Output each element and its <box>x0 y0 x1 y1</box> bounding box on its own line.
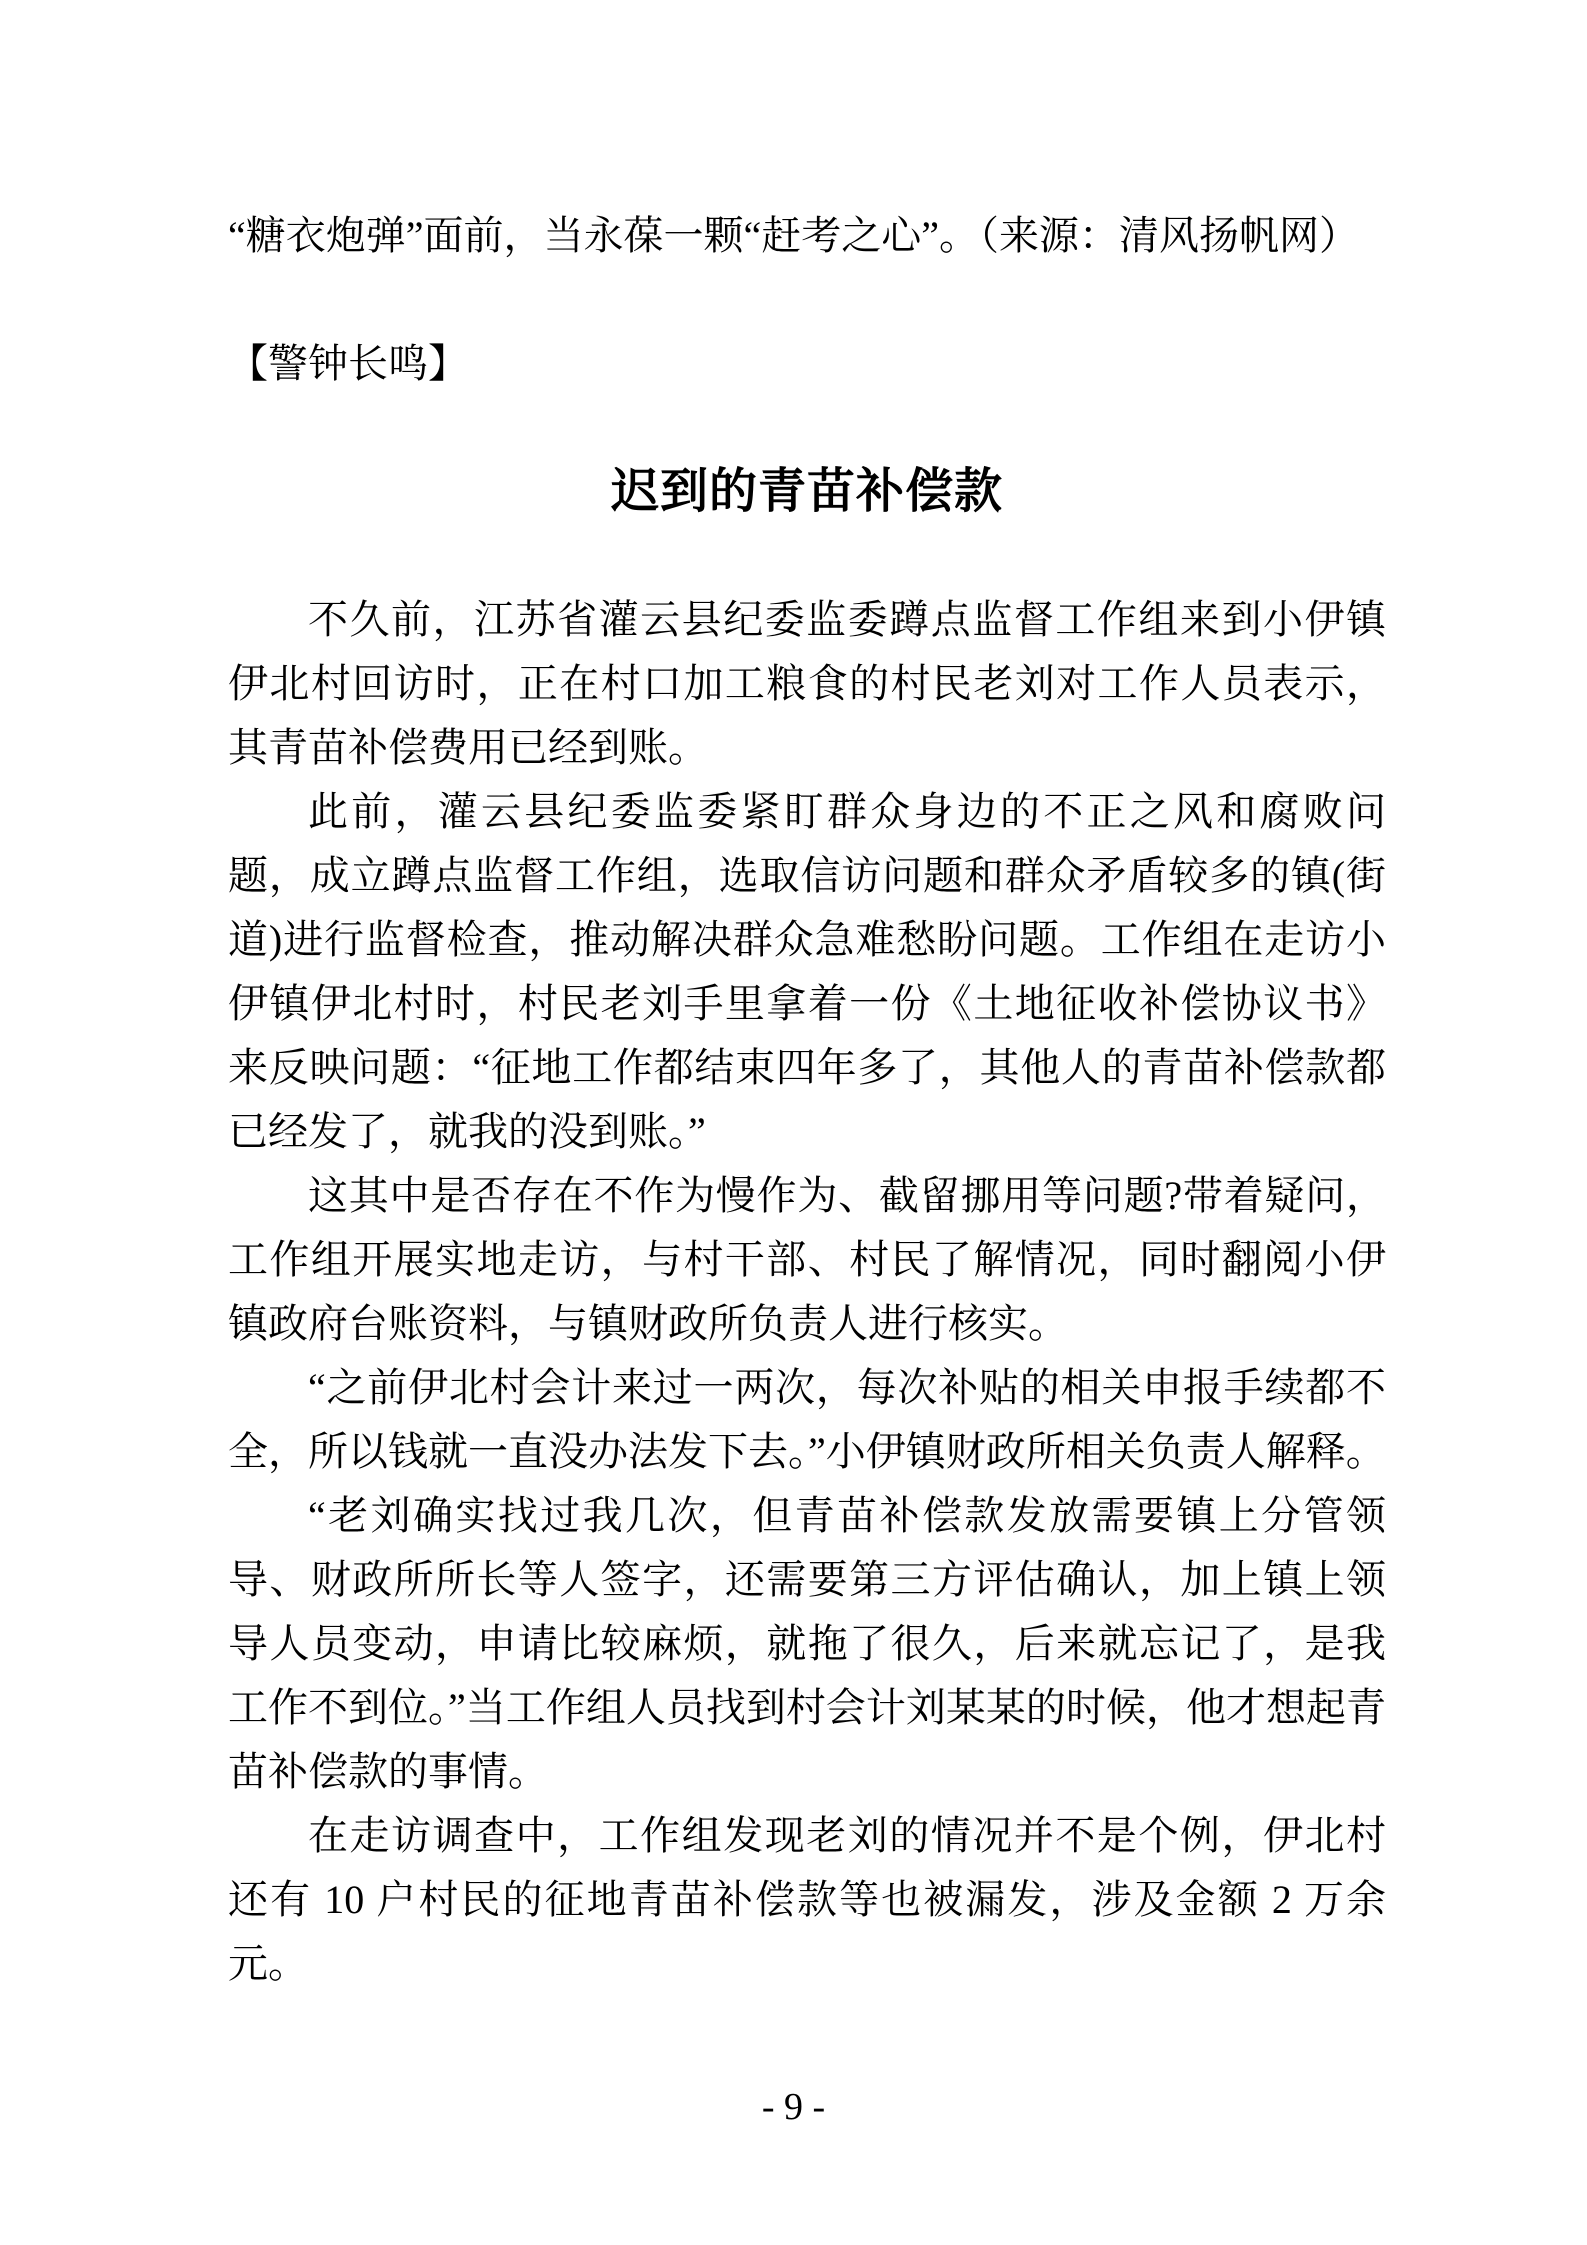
text-block <box>228 204 1386 1996</box>
article-title: 迟到的青苗补偿款 <box>610 465 1003 518</box>
section-marker: 【警钟长鸣】 <box>228 341 468 386</box>
body-paragraph-1: 不久前，江苏省灌云县纪委监委蹲点监督工作组来到小伊镇伊北村回访时，正在村口加工粮食的村民老刘对工作人员表示，其青苗补偿费用已经到账。 <box>228 597 1386 770</box>
body-paragraph-5: “老刘确实找过我几次，但青苗补偿款发放需要镇上分管领导、财政所所长等人签字，还需要第三方评估确认，加上镇上领导人员变动，申请比较麻烦，就拖了很久，后来就忘记了，是我工作不到位。”当工作组人员找到村会计刘某某的时候，他才想起青苗补偿款的事情。 <box>228 1493 1386 1794</box>
body-paragraph-4: “之前伊北村会计来过一两次，每次补贴的相关申报手续都不全，所以钱就一直没办法发下去。”小伊镇财政所相关负责人解释。 <box>228 1365 1386 1474</box>
body-paragraph-3: 这其中是否存在不作为慢作为、截留挪用等问题?带着疑问，工作组开展实地走访，与村干部、村民了解情况，同时翻阅小伊镇政府台账资料，与镇财政所负责人进行核实。 <box>228 1173 1386 1346</box>
article-body <box>228 588 1386 1996</box>
body-paragraph-6: 在走访调查中，工作组发现老刘的情况并不是个例，伊北村还有 10 户村民的征地青苗补偿款等也被漏发，涉及金额 2 万余元。 <box>228 1813 1386 1986</box>
continuation-paragraph: “糖衣炮弹”面前，当永葆一颗“赶考之心”。（来源：清风扬帆网） <box>228 213 1360 258</box>
page-number: - 9 - <box>761 2086 826 2128</box>
body-paragraph-2: 此前，灌云县纪委监委紧盯群众身边的不正之风和腐败问题，成立蹲点监督工作组，选取信访问题和群众矛盾较多的镇(街道)进行监督检查，推动解决群众急难愁盼问题。工作组在走访小伊镇伊北村时，村民老刘手里拿着一份《土地征收补偿协议书》来反映问题：“征地工作都结束四年多了，其他人的青苗补偿款都已经发了，就我的没到账。” <box>228 789 1386 1154</box>
